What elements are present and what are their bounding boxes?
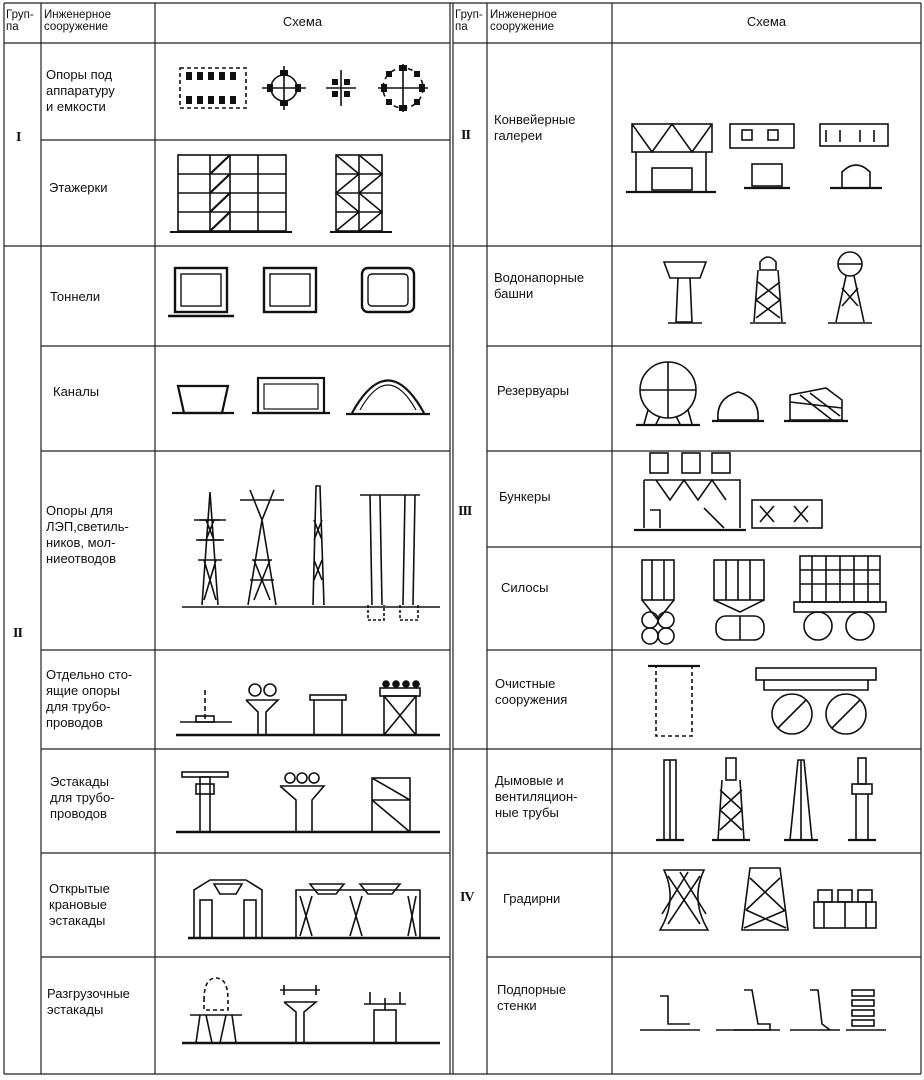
structure-name: Эстакады для трубо- проводов xyxy=(50,774,115,821)
header-structure-left: Инженерное сооружение xyxy=(44,9,111,33)
structure-name: Силосы xyxy=(501,580,549,595)
treatment-facilities-scheme xyxy=(648,666,876,736)
reservoirs-scheme xyxy=(636,362,848,425)
group-numeral: I xyxy=(16,130,21,145)
retaining-walls-scheme xyxy=(640,990,886,1030)
structure-name: Разгрузочные эстакады xyxy=(47,986,130,1017)
group-numeral: IV xyxy=(460,890,474,905)
pipe-supports-scheme xyxy=(176,681,440,735)
structure-name: Резервуары xyxy=(497,383,570,398)
structure-name: Этажерки xyxy=(49,180,108,195)
silos-scheme xyxy=(642,556,886,644)
header-scheme-left: Схема xyxy=(282,14,323,29)
structure-name: Опоры для ЛЭП,светиль- ников, мол- ниеотводов xyxy=(46,503,129,566)
group-numeral: II xyxy=(461,128,470,143)
cooling-towers-scheme xyxy=(660,868,876,930)
structure-name: Конвейерные галереи xyxy=(494,112,576,143)
equipment-supports-scheme xyxy=(180,64,428,112)
structure-name: Градирни xyxy=(503,891,561,906)
crane-trestles-scheme xyxy=(188,880,440,938)
header-structure-right: Инженерное сооружение xyxy=(490,9,557,33)
structure-name: Опоры под аппаратуру и емкости xyxy=(46,67,115,114)
chimneys-scheme xyxy=(656,758,876,840)
structure-name: Тоннели xyxy=(50,289,101,304)
structure-name: Каналы xyxy=(53,384,100,399)
power-line-supports-scheme xyxy=(182,486,440,620)
channels-scheme xyxy=(172,378,430,414)
structure-name: Дымовые и вентиляцион- ные трубы xyxy=(495,773,578,820)
structure-name: Отдельно сто- ящие опоры для трубо- проводов xyxy=(46,667,133,730)
header-scheme-right: Схема xyxy=(746,14,787,29)
tunnels-scheme xyxy=(168,268,414,316)
group-numeral: II xyxy=(13,626,22,641)
structure-name: Очистные сооружения xyxy=(495,676,568,707)
unloading-trestles-scheme xyxy=(182,978,440,1043)
group-numeral: III xyxy=(458,504,472,519)
header-group-left: Груп- па xyxy=(6,9,34,33)
conveyor-galleries-scheme xyxy=(626,124,888,192)
pipe-trestles-scheme xyxy=(176,772,440,832)
structure-name: Открытые крановые эстакады xyxy=(49,881,110,928)
header-group-right: Груп- па xyxy=(455,9,483,33)
water-towers-scheme xyxy=(664,252,872,323)
structure-name: Водонапорные башни xyxy=(494,270,585,301)
bunkers-scheme xyxy=(634,453,822,530)
structure-name: Бункеры xyxy=(499,489,551,504)
etagerki-scheme xyxy=(170,155,392,232)
structure-name: Подпорные стенки xyxy=(497,982,567,1013)
